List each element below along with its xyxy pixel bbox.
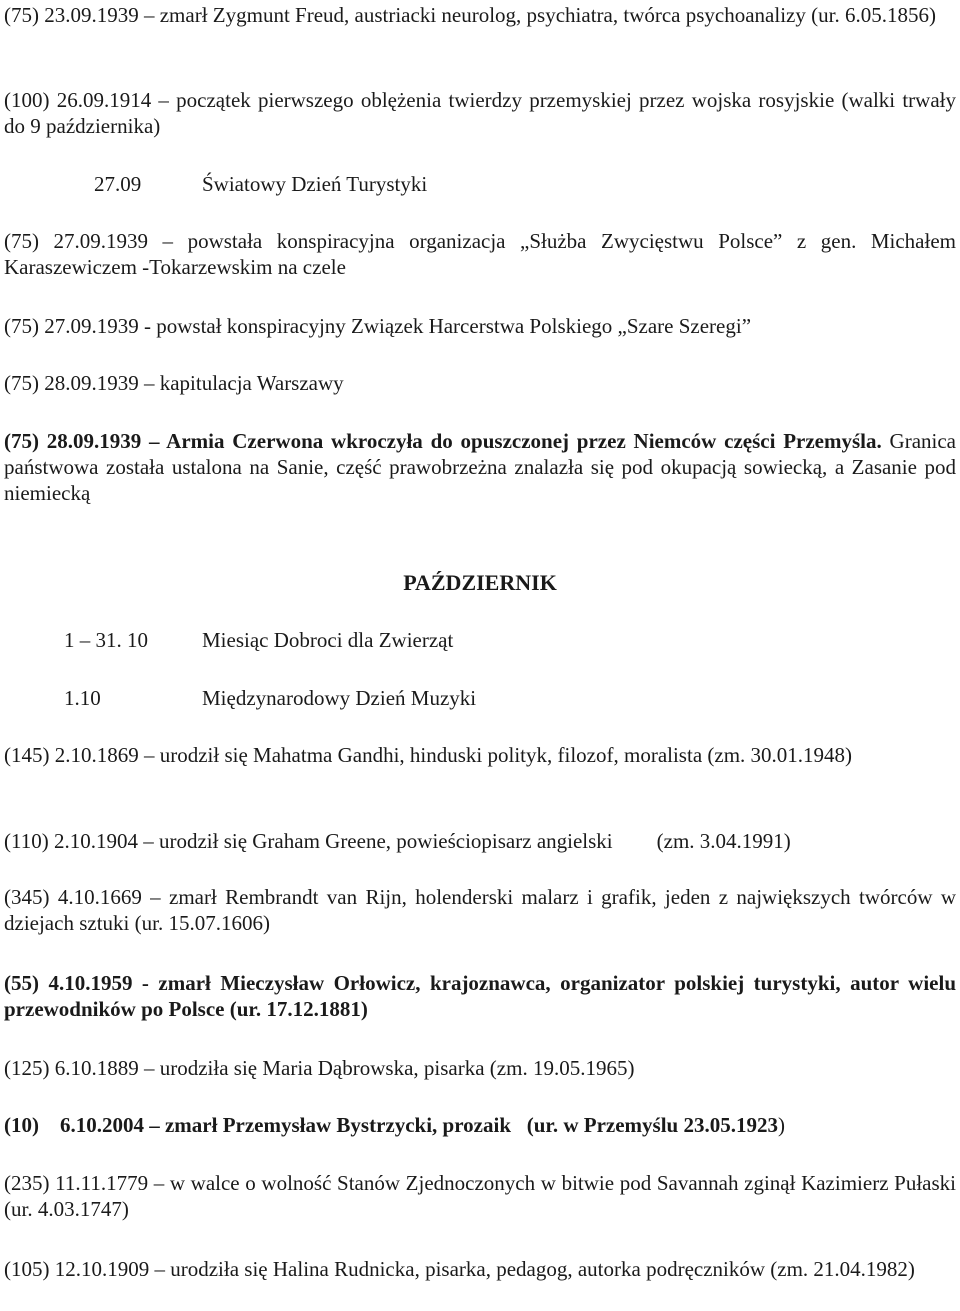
- entry-text: Międzynarodowy Dzień Muzyki: [202, 686, 477, 710]
- entry-szp: [4, 228, 956, 280]
- entry-text: Światowy Dzień Turystyki: [202, 172, 428, 196]
- entry-rembrandt: [4, 884, 956, 936]
- entry-greene: [4, 828, 956, 854]
- entry-bold-text: (55) 4.10.1959 - zmarł Mieczysław Orłowicz, krajoznawca, organizator polskiej turystyki, autor wielu przewodników po Polsce (ur. 17.12.1881): [4, 971, 956, 1021]
- entry-red-army: [4, 428, 956, 506]
- entry-text: (75) 27.09.1939 - powstał konspiracyjny Związek Harcerstwa Polskiego „Szare Szeregi”: [4, 314, 752, 338]
- entry-tourism-day: [94, 171, 954, 197]
- entry-text: (125) 6.10.1889 – urodziła się Maria Dąbrowska, pisarka (zm. 19.05.1965): [4, 1056, 635, 1080]
- entry-gandhi: [4, 742, 956, 768]
- entry-text: (145) 2.10.1869 – urodził się Mahatma Gandhi, hinduski polityk, filozof, moralista (zm. 30.01.1948): [4, 743, 853, 767]
- entry-date: 1 – 31. 10: [64, 628, 148, 652]
- entry-text: (75) 23.09.1939 – zmarł Zygmunt Freud, austriacki neurolog, psychiatra, twórca psychoanalizy (ur. 6.05.1856): [4, 3, 936, 27]
- entry-text: (105) 12.10.1909 – urodziła się Halina Rudnicka, pisarka, pedagog, autorka podręczników (zm. 21.04.1982): [4, 1257, 915, 1281]
- entry-szare-szeregi: [4, 313, 956, 339]
- entry-tail: ): [777, 1113, 785, 1137]
- entry-pulaski: [4, 1170, 956, 1222]
- entry-bystrzycki: [4, 1112, 956, 1138]
- entry-animal-kindness-month: [64, 627, 954, 653]
- entry-orlowicz: [4, 970, 956, 1022]
- entry-text: (75) 28.09.1939 – kapitulacja Warszawy: [4, 371, 344, 395]
- entry-date: 27.09: [94, 172, 142, 196]
- entry-tail: (zm. 3.04.1991): [656, 829, 791, 853]
- entry-text: Miesiąc Dobroci dla Zwierząt: [202, 628, 454, 652]
- entry-text: (235) 11.11.1779 – w walce o wolność Stanów Zjednoczonych w bitwie pod Savannah zginął Kazimierz Pułaski (ur. 4.03.1747): [4, 1171, 956, 1221]
- entry-siege-przemysl: [4, 87, 956, 139]
- entry-text: (75) 27.09.1939 – powstała konspiracyjna organizacja „Służba Zwycięstwu Polsce” z gen. Michałem Karaszewiczem -Tokarzewskim na czele: [4, 229, 956, 279]
- entry-freud: [4, 2, 956, 28]
- entry-text: Granica państwowa została ustalona na Sanie, część prawobrzeżna znalazła się pod okupacją sowiecką, a Zasanie pod niemiecką: [4, 429, 957, 505]
- entry-music-day: [64, 685, 954, 711]
- entry-rudnicka: [4, 1256, 956, 1282]
- entry-warsaw-capitulation: [4, 370, 956, 396]
- entry-bold-text: (10) 6.10.2004 – zmarł Przemysław Bystrzycki, prozaik (ur. w Przemyślu 23.05.1923: [4, 1113, 778, 1137]
- entry-date: 1.10: [64, 686, 101, 710]
- entry-text: (110) 2.10.1904 – urodził się Graham Greene, powieściopisarz angielski: [4, 829, 613, 853]
- entry-bold-text: (75) 28.09.1939 – Armia Czerwona wkroczyła do opuszczonej przez Niemców części Przemyśla.: [4, 429, 882, 453]
- entry-dabrowska: [4, 1055, 956, 1081]
- entry-text: (100) 26.09.1914 – początek pierwszego oblężenia twierdzy przemyskiej przez wojska rosyjskie (walki trwały do 9 października): [4, 88, 956, 138]
- entry-text: (345) 4.10.1669 – zmarł Rembrandt van Rijn, holenderski malarz i grafik, jeden z największych twórców w dziejach sztuki (ur. 15.07.1606): [4, 885, 956, 935]
- month-heading: PAŹDZIERNIK: [403, 570, 557, 595]
